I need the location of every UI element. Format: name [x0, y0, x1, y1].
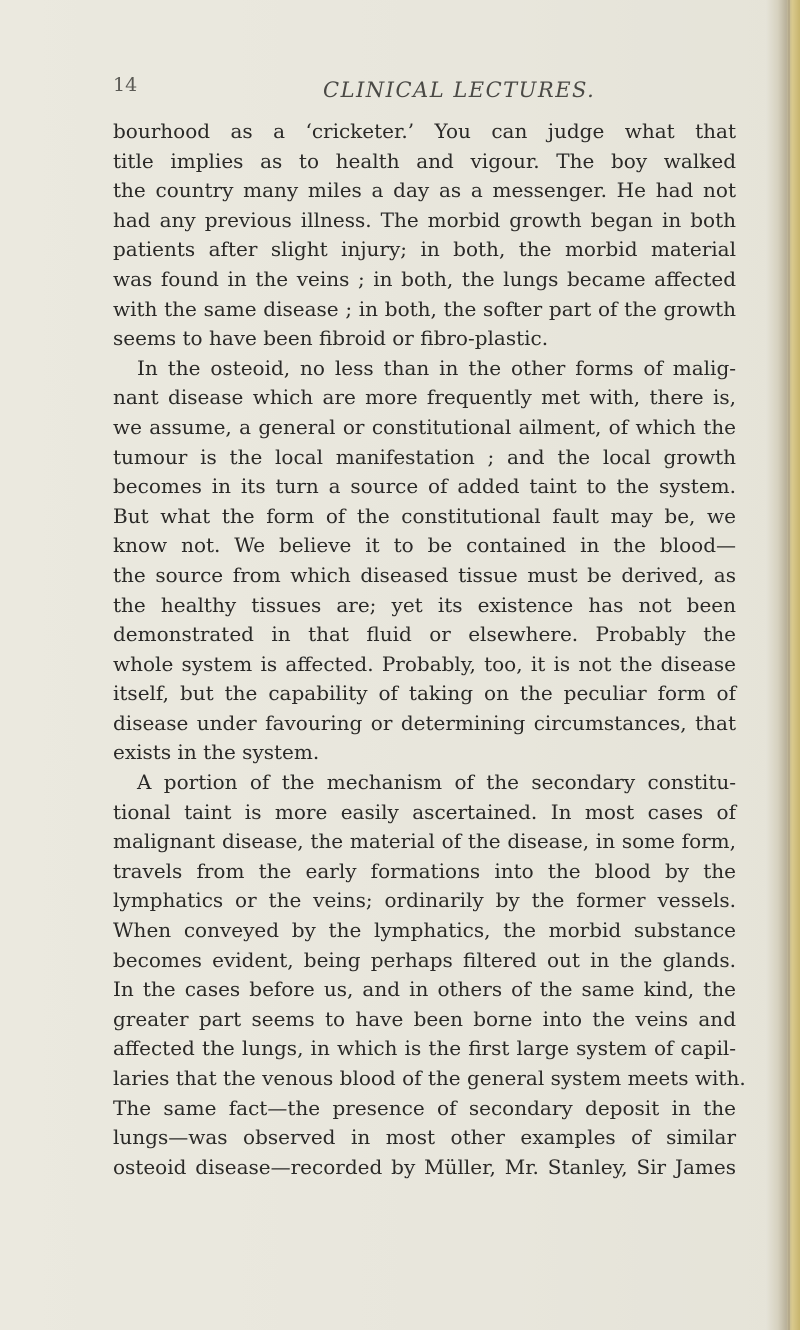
text-line: we assume, a general or constitutional ailment, of which the — [113, 414, 736, 439]
text-line: laries that the venous blood of the general system meets with. — [113, 1066, 746, 1090]
text-line: whole system is affected. Probably, too, it is not the disease — [113, 651, 736, 676]
text-line: greater part seems to have been borne into the veins and — [113, 1006, 736, 1031]
text-line: title implies as to health and vigour. The boy walked — [113, 148, 736, 173]
text-line: know not. We believe it to be contained in the blood— — [113, 533, 736, 558]
text-line: disease under favouring or determining circumstances, that — [113, 710, 736, 735]
text-line: A portion of the mechanism of the secondary constitu- — [137, 770, 736, 795]
text-line: travels from the early formations into the blood by the — [113, 858, 736, 883]
text-line: the healthy tissues are; yet its existence has not been — [113, 592, 736, 617]
text-line: becomes evident, being perhaps filtered out in the glands. — [113, 947, 736, 972]
text-line: In the cases before us, and in others of the same kind, the — [113, 977, 736, 1002]
text-line: tumour is the local manifestation ; and the local growth — [113, 444, 736, 469]
text-line: seems to have been fibroid or fibro-plastic. — [113, 326, 549, 351]
text-line: affected the lungs, in which is the first large system of capil- — [113, 1036, 736, 1061]
text-line: tional taint is more easily ascertained. In most cases of — [113, 799, 736, 824]
text-line: malignant disease, the material of the disease, in some form, — [113, 829, 736, 854]
text-line: lymphatics or the veins; ordinarily by the former vessels. — [113, 888, 736, 913]
text-line: exists in the system. — [113, 740, 320, 765]
text-line: was found in the veins ; in both, the lungs became affected — [113, 266, 736, 291]
text-line: demonstrated in that fluid or elsewhere. Probably the — [113, 622, 736, 647]
text-line: the source from which diseased tissue must be derived, as — [113, 562, 736, 587]
text-line: patients after slight injury; in both, the morbid material — [113, 237, 736, 262]
text-line: becomes in its turn a source of added taint to the system. — [113, 474, 736, 499]
text-line: itself, but the capability of taking on the peculiar form of — [113, 681, 736, 706]
text-line: had any previous illness. The morbid growth began in both — [113, 207, 736, 232]
page-edge-line — [788, 0, 790, 1330]
text-line: with the same disease ; in both, the softer part of the growth — [113, 296, 736, 321]
text-line: When conveyed by the lymphatics, the morbid substance — [113, 918, 736, 943]
text-line: nant disease which are more frequently met with, there is, — [113, 385, 736, 410]
running-head: CLINICAL LECTURES. — [323, 78, 596, 102]
text-line: osteoid disease—recorded by Müller, Mr. Stanley, Sir James — [113, 1154, 736, 1179]
text-line: the country many miles a day as a messenger. He had not — [113, 178, 736, 203]
text-line: In the osteoid, no less than in the other forms of malig- — [137, 355, 736, 380]
text-line: lungs—was observed in most other examples of similar — [113, 1125, 736, 1150]
text-line: But what the form of the constitutional fault may be, we — [113, 503, 736, 528]
text-line: The same fact—the presence of secondary deposit in the — [113, 1095, 736, 1120]
body-text — [113, 117, 746, 1182]
text-line: bourhood as a ‘cricketer.’ You can judge what that — [113, 119, 736, 143]
page-header — [113, 74, 773, 108]
page-edge-shadow — [766, 0, 800, 1330]
page-number: 14 — [113, 74, 138, 96]
